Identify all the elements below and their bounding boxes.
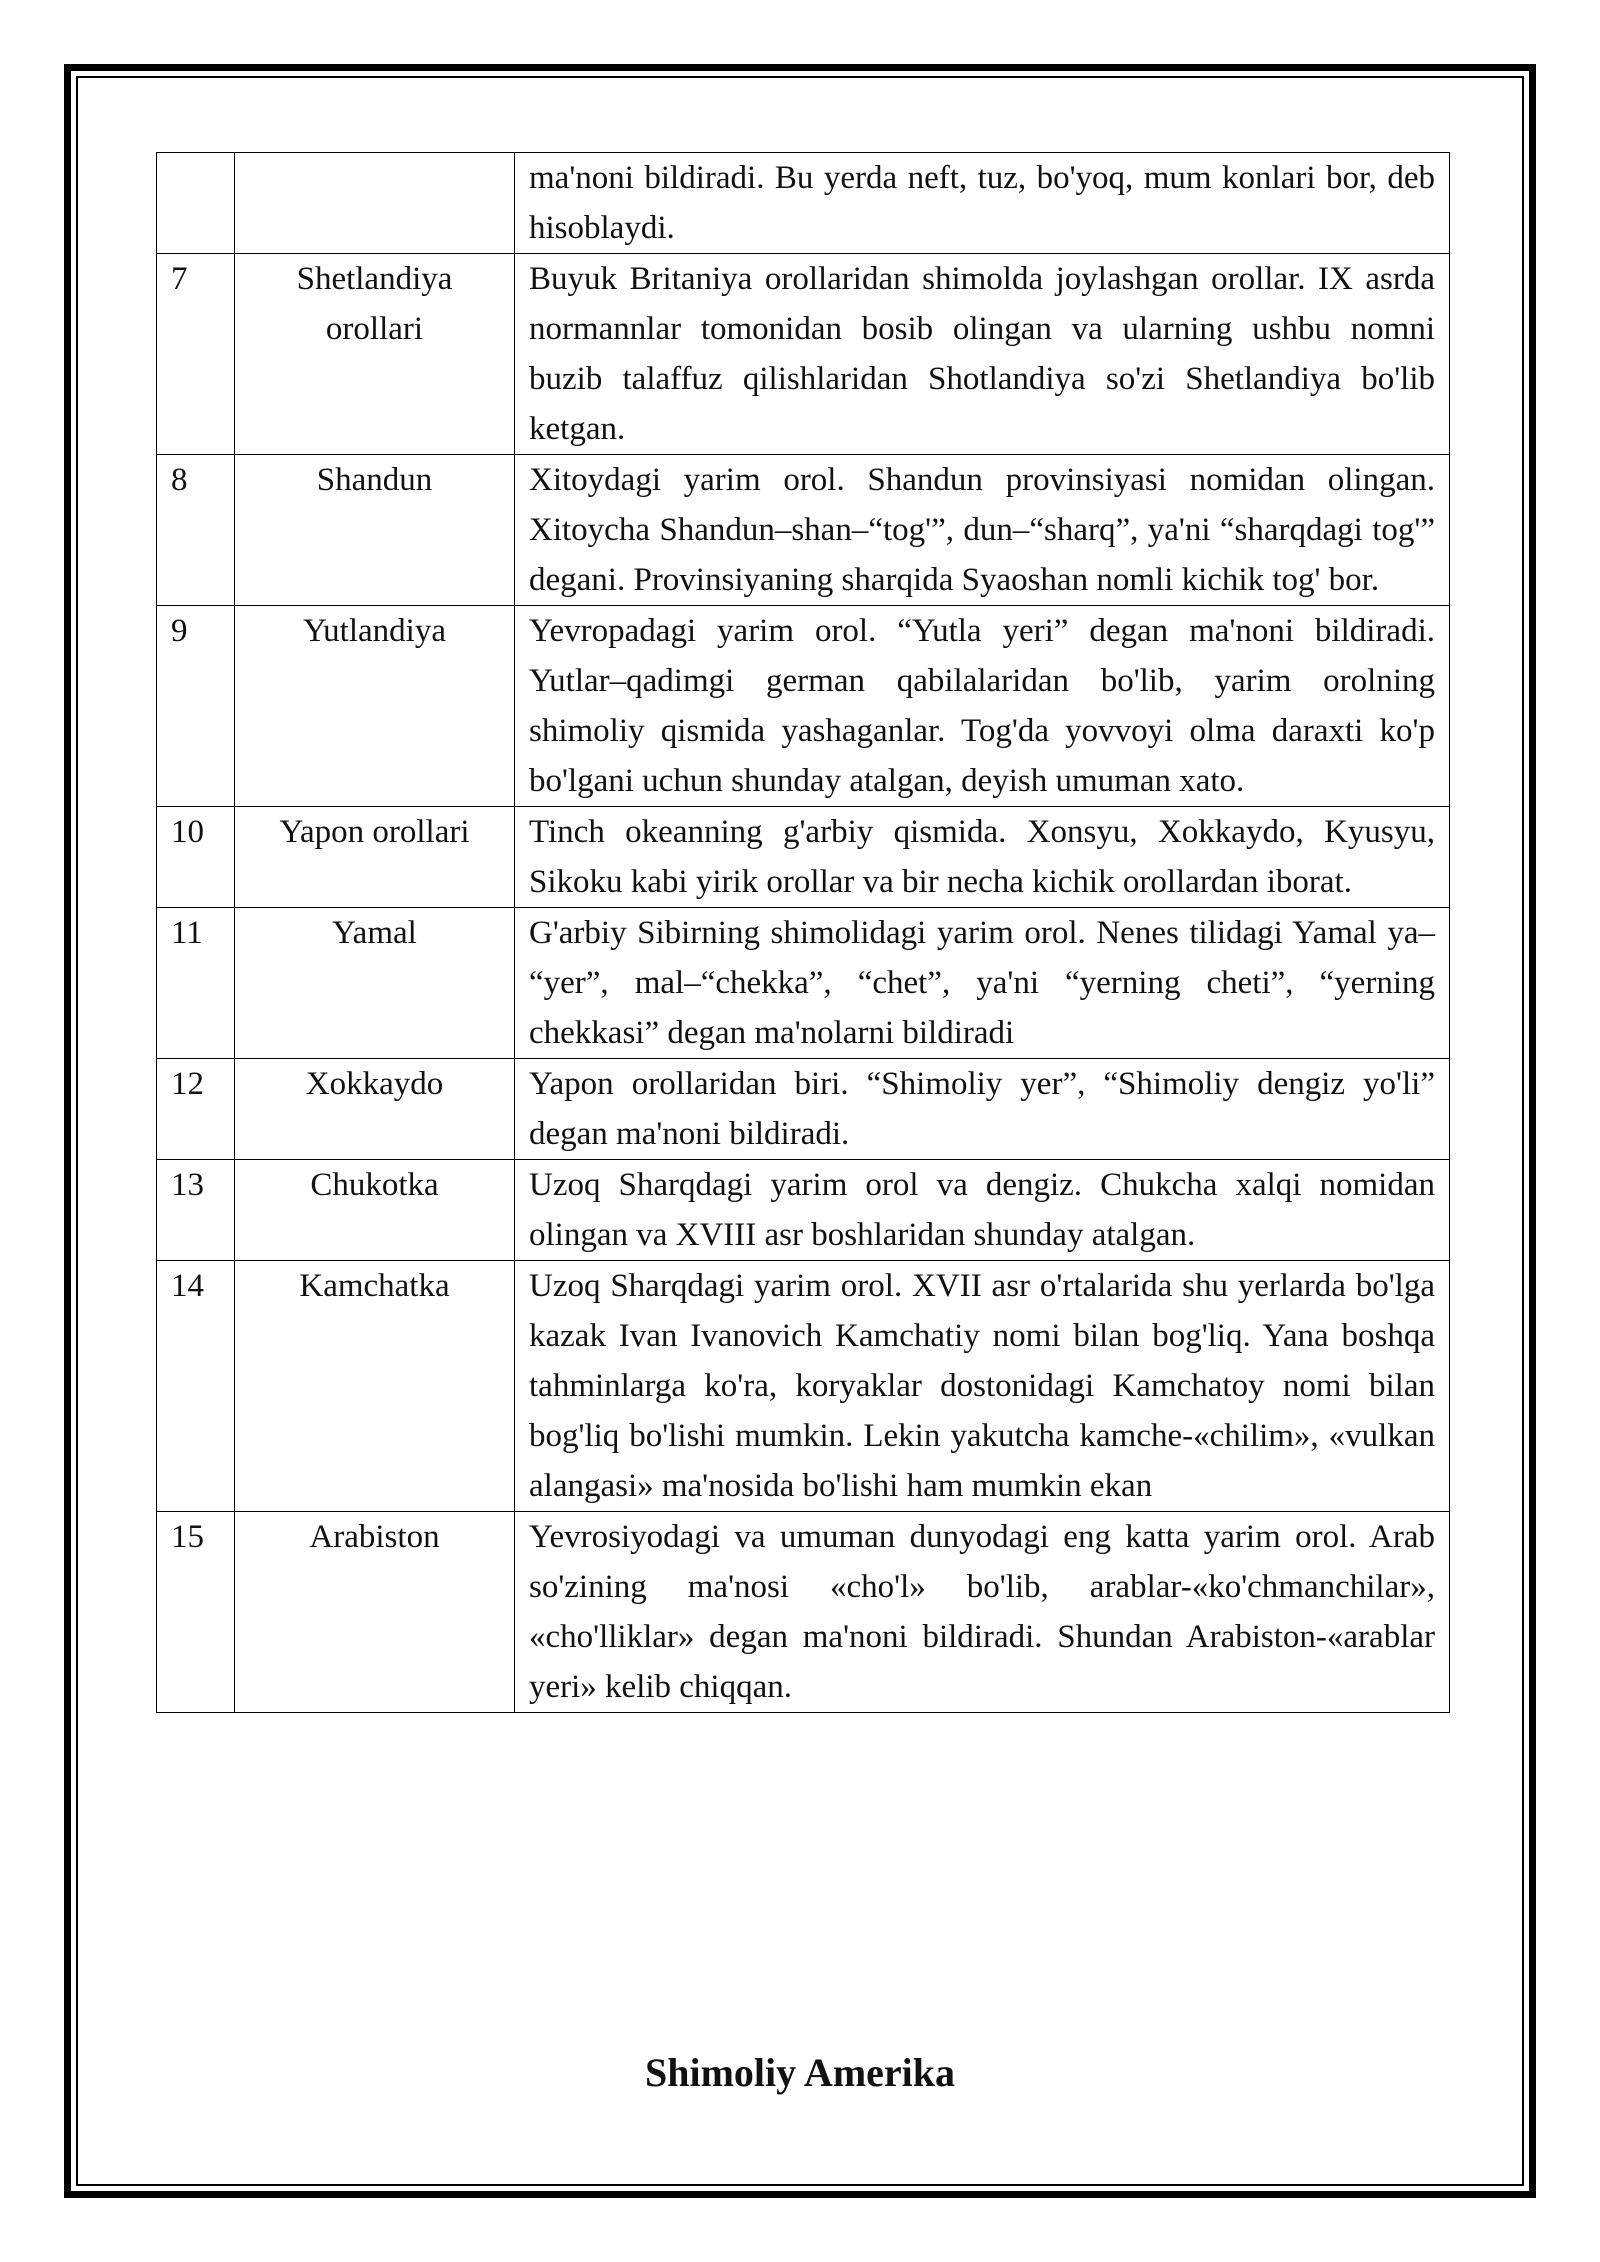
row-number: 7 [157,254,235,455]
place-description: Tinch okeanning g'arbiy qismida. Xonsyu, Xokkaydo, Kyusyu, Sikoku kabi yirik orollar va bir necha kichik orollardan iborat. [515,807,1450,908]
place-description: Yevropadagi yarim orol. “Yutla yeri” degan ma'noni bildiradi. Yutlar–qadimgi german qabilalaridan bo'lib, yarim orolning shimoliy qismida yashaganlar. Tog'da yovvoyi olma daraxti ko'p bo'lgani uchun shunday atalgan, deyish umuman xato. [515,606,1450,807]
table-row [157,254,1450,455]
place-names-table [156,152,1450,1713]
place-name: Arabiston [235,1512,515,1713]
row-number: 9 [157,606,235,807]
row-number [157,153,235,254]
table-row [157,1160,1450,1261]
table-row [157,1512,1450,1713]
section-heading: Shimoliy Amerika [644,2050,956,2095]
table-row [157,153,1450,254]
place-description: ma'noni bildiradi. Bu yerda neft, tuz, bo'yoq, mum konlari bor, deb hisoblaydi. [515,153,1450,254]
place-description: Xitoydagi yarim orol. Shandun provinsiyasi nomidan olingan. Xitoycha Shandun–shan–“tog'”, dun–“sharq”, ya'ni “sharqdagi tog'” degani. Provinsiyaning sharqida Syaoshan nomli kichik tog' bor. [515,455,1450,606]
table-row [157,455,1450,606]
place-name: Xokkaydo [235,1059,515,1160]
table-row [157,606,1450,807]
place-description: Uzoq Sharqdagi yarim orol va dengiz. Chukcha xalqi nomidan olingan va XVIII asr boshlaridan shunday atalgan. [515,1160,1450,1261]
place-description: Yapon orollaridan biri. “Shimoliy yer”, “Shimoliy dengiz yo'li” degan ma'noni bildiradi. [515,1059,1450,1160]
row-number: 12 [157,1059,235,1160]
place-description: Uzoq Sharqdagi yarim orol. XVII asr o'rtalarida shu yerlarda bo'lga kazak Ivan Ivanovich Kamchatiy nomi bilan bog'liq. Yana boshqa tahminlarga ko'ra, koryaklar dostonidagi Kamchatoy nomi bilan bog'liq bo'lishi mumkin. Lekin yakutcha kamche-«chilim», «vulkan alangasi» ma'nosida bo'lishi ham mumkin ekan [515,1261,1450,1512]
place-description: Buyuk Britaniya orollaridan shimolda joylashgan orollar. IX asrda normannlar tomonidan bosib olingan va ularning ushbu nomni buzib talaffuz qilishlaridan Shotlandiya so'zi Shetlandiya bo'lib ketgan. [515,254,1450,455]
place-name: Kamchatka [235,1261,515,1512]
place-name [235,153,515,254]
row-number: 13 [157,1160,235,1261]
row-number: 11 [157,908,235,1059]
row-number: 15 [157,1512,235,1713]
row-number: 14 [157,1261,235,1512]
table-row [157,1059,1450,1160]
place-name: Yamal [235,908,515,1059]
table-row [157,807,1450,908]
table-row [157,908,1450,1059]
place-name: Yutlandiya [235,606,515,807]
place-description: G'arbiy Sibirning shimolidagi yarim orol. Nenes tilidagi Yamal ya– “yer”, mal–“chekka”, “chet”, ya'ni “yerning cheti”, “yerning chekkasi” degan ma'nolarni bildiradi [515,908,1450,1059]
place-name: Shandun [235,455,515,606]
table-row [157,1261,1450,1512]
place-name: Shetlandiya orollari [235,254,515,455]
place-name: Chukotka [235,1160,515,1261]
place-description: Yevrosiyodagi va umuman dunyodagi eng katta yarim orol. Arab so'zining ma'nosi «cho'l» bo'lib, arablar-«ko'chmanchilar», «cho'lliklar» degan ma'noni bildiradi. Shundan Arabiston-«arablar yeri» kelib chiqqan. [515,1512,1450,1713]
place-name: Yapon orollari [235,807,515,908]
row-number: 8 [157,455,235,606]
row-number: 10 [157,807,235,908]
